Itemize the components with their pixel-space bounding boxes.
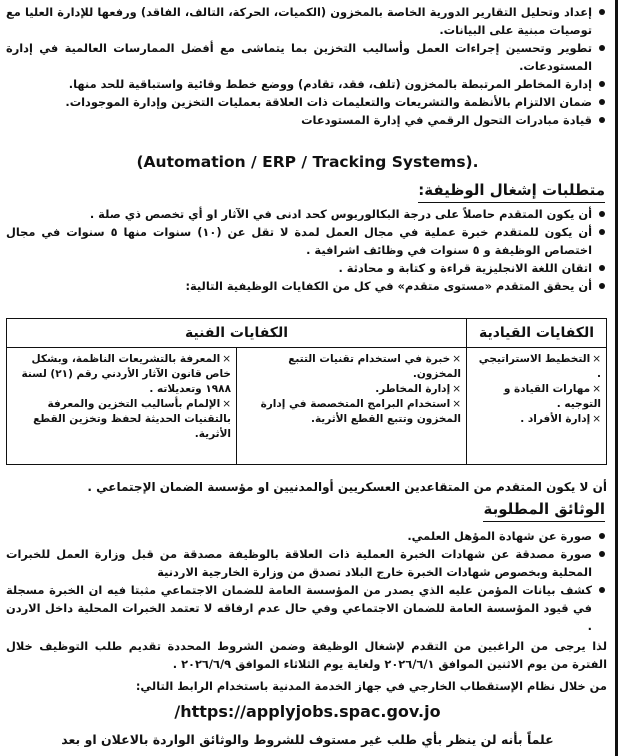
cross-marker-icon: ×	[452, 353, 461, 365]
documents-heading: الوثائق المطلوبة	[483, 498, 605, 522]
cross-marker-icon: ×	[592, 353, 601, 365]
competencies-table	[6, 318, 607, 465]
requirement-item: أن يحقق المتقدم «مستوى متقدم» في كل من الكفايات الوظيفية التالية:	[6, 277, 609, 295]
requirements-block	[6, 205, 609, 295]
apply-paragraph: لذا يرجى من الراغبين من التقدم لإشغال الوظيفة وضمن الشروط المحددة تقديم طلب التوظيف خلال الفترة من يوم الاثنين الموافق ٢٠٢٦/٦/١ ولغاية يوم الثلاثاء الموافق ٢٠٢٦/٦/٩ .	[6, 639, 607, 671]
document-item: كشف بيانات المؤمن عليه الذي يصدر من المؤسسة العامة للضمان الاجتماعي مثبتا فيه ان الخبرة مسجلة في قيود المؤسسة العامة للضمان الاجتماعي وفي حال عدم ارفاقه لا تعتمد الخبرات المحلية داخل الاردن .	[6, 581, 609, 635]
competencies-header-row	[6, 319, 606, 348]
cross-marker-icon: ×	[222, 398, 231, 410]
cross-marker-icon: ×	[452, 383, 461, 395]
document-item: صورة عن شهادة المؤهل العلمي.	[6, 527, 609, 545]
duty-item: إدارة المخاطر المرتبطة بالمخزون (تلف، فقد، تقادم) ووضع خطط وقائية واستباقية للحد منها.	[6, 75, 609, 93]
cross-marker-icon: ×	[452, 398, 461, 410]
leadership-item: ×إدارة الأفراد .	[520, 413, 601, 425]
technical-item: ×إدارة المخاطر.	[375, 383, 461, 395]
cross-marker-icon: ×	[222, 353, 231, 365]
duties-list-block	[6, 3, 609, 129]
duty-item: تطوير وتحسين إجراءات العمل وأساليب التخزين بما يتماشى مع أفضل الممارسات العالمية في إدارة المستودعات.	[6, 39, 609, 75]
duty-item: ضمان الالتزام بالأنظمة والتشريعات والتعليمات ذات العلاقة بعمليات التخزين وإدارة الموجودات.	[6, 93, 609, 111]
technical-item: ×خبرة في استخدام تقنيات التتبع المخزون.	[288, 353, 461, 380]
requirement-item: أن يكون المتقدم حاصلاً على درجة البكالوريوس كحد ادنى في الآثار او أي تخصص ذي صلة .	[6, 205, 609, 223]
not-eligible-line: أن لا يكون المتقدم من المتقاعدين العسكريين أوالمدنيين او مؤسسة الضمان الإجتماعي .	[87, 480, 607, 494]
duties-list	[6, 3, 609, 129]
document-item: صورة مصدقة عن شهادات الخبرة العملية ذات العلاقة بالوظيفة مصدقة من قبل وزارة العمل للخبرات المحلية وبخصوص شهادات الخبرة خارج البلاد تصدق من وزارة الخارجية الاردنية	[6, 545, 609, 581]
documents-list	[6, 527, 609, 635]
requirement-item: أن يكون للمتقدم خبرة عملية في مجال العمل لمدة لا تقل عن (١٠) سنوات منها ٥ سنوات في مجال اختصاص الوظيفة و ٥ سنوات في وظائف اشرافية .	[6, 223, 609, 259]
systems-line: (Automation / ERP / Tracking Systems).	[136, 153, 479, 171]
technical-competencies-cell-2	[6, 348, 236, 465]
competencies-body-row	[6, 348, 606, 465]
cross-marker-icon: ×	[592, 413, 601, 425]
requirements-list	[6, 205, 609, 295]
technical-item: ×استخدام البرامج المتخصصة في إدارة المخزون وتتبع القطع الأثرية.	[260, 398, 461, 425]
requirements-heading: متطلبات إشغال الوظيفة:	[418, 179, 605, 203]
technical-competencies-cell-1	[237, 348, 467, 465]
technical-item: ×المعرفة بالتشريعات الناظمة، وبشكل خاص قانون الآثار الأردني رقم (٢١) لسنة ١٩٨٨ وتعديلاته .	[21, 353, 231, 395]
technical-item: ×الإلمام بأساليب التخزين والمعرفة بالتقنيات الحديثة لحفظ وتخزين القطع الأثرية.	[33, 398, 231, 440]
cross-marker-icon: ×	[592, 383, 601, 395]
documents-block	[6, 527, 609, 635]
duty-item: قيادة مبادرات التحول الرقمي في إدارة المستودعات	[6, 111, 609, 129]
leadership-competencies-cell	[467, 348, 607, 465]
portal-line: من خلال نظام الإستقطاب الخارجي في جهاز الخدمة المدنية باستخدام الرابط التالي:	[135, 679, 607, 693]
apply-url-link[interactable]: /https://applyjobs.spac.gov.jo	[174, 702, 441, 721]
requirement-item: اتقان اللغة الانجليزية قراءة و كتابة و محادثة .	[6, 259, 609, 277]
duty-item: إعداد وتحليل التقارير الدورية الخاصة بالمخزون (الكميات، الحركة، التالف، الفاقد) ورفعها للإدارة العليا مع توصيات مبنية على البيانات.	[6, 3, 609, 39]
footer-note: علماً بأنه لن ينظر بأي طلب غير مستوف للشروط والوثائق الواردة بالاعلان او بعد	[61, 732, 554, 747]
technical-competencies-header: الكفايات الفنية	[6, 319, 466, 348]
leadership-item: ×مهارات القيادة و التوجيه .	[503, 383, 601, 410]
leadership-item: ×التخطيط الاستراتيجي .	[478, 353, 601, 380]
leadership-competencies-header: الكفايات القيادية	[467, 319, 607, 348]
